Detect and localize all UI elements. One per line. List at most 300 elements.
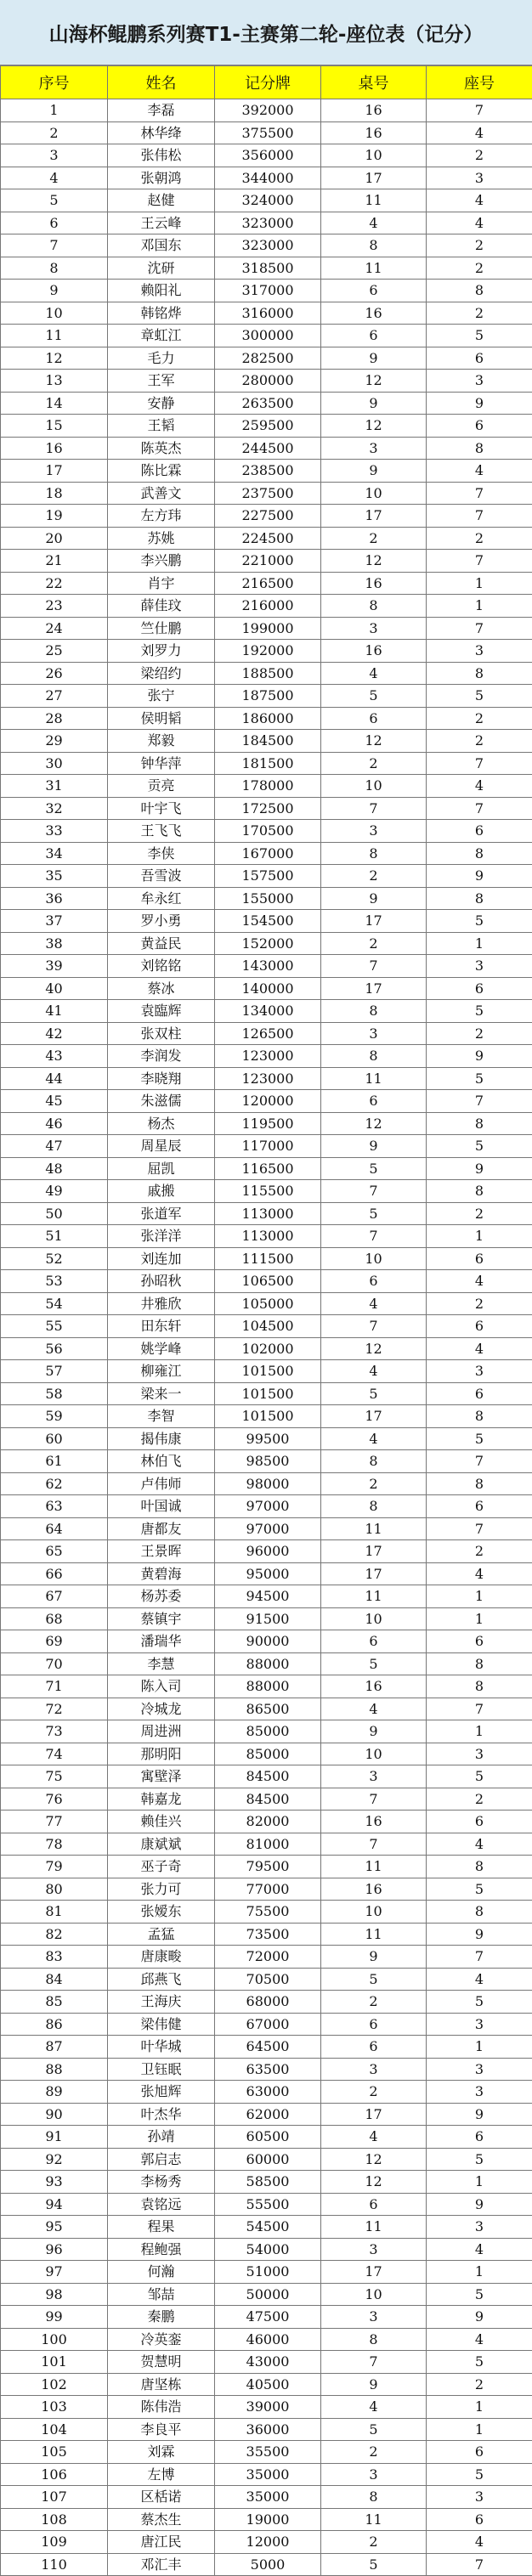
cell-index: 82 [1,1923,108,1946]
cell-seat: 7 [427,1450,532,1473]
cell-index: 26 [1,662,108,685]
cell-name: 屈凯 [108,1157,215,1180]
table-row [1,1540,532,1563]
cell-chips: 199000 [215,617,321,640]
cell-seat: 8 [427,1856,532,1878]
cell-name: 张双柱 [108,1022,215,1045]
cell-name: 周星辰 [108,1135,215,1158]
table-row [1,662,532,685]
cell-table: 10 [321,1607,427,1630]
cell-seat: 2 [427,1022,532,1045]
cell-seat: 2 [427,234,532,257]
cell-chips: 104500 [215,1315,321,1338]
table-row [1,1427,532,1450]
cell-table: 8 [321,2328,427,2351]
cell-index: 110 [1,2553,108,2576]
cell-seat: 3 [427,640,532,663]
table-row [1,392,532,415]
cell-chips: 184500 [215,730,321,753]
table-row [1,1090,532,1113]
cell-table: 9 [321,460,427,483]
cell-seat: 1 [427,1585,532,1608]
table-row [1,1405,532,1428]
cell-seat: 2 [427,1292,532,1315]
cell-name: 李良平 [108,2418,215,2441]
cell-index: 66 [1,1562,108,1585]
cell-chips: 84500 [215,1788,321,1811]
table-row [1,955,532,978]
cell-table: 8 [321,1000,427,1023]
table-row [1,2081,532,2104]
cell-index: 36 [1,887,108,910]
table-row [1,1495,532,1518]
cell-chips: 90000 [215,1630,321,1653]
cell-name: 叶国诚 [108,1495,215,1518]
cell-index: 14 [1,392,108,415]
cell-chips: 97000 [215,1495,321,1518]
table-row [1,640,532,663]
table-row [1,2418,532,2441]
cell-chips: 35000 [215,2486,321,2509]
table-row [1,2306,532,2329]
table-row [1,234,532,257]
table-row [1,527,532,550]
cell-name: 戚搬 [108,1180,215,1203]
cell-name: 梁来一 [108,1382,215,1405]
cell-name: 孟猛 [108,1923,215,1946]
cell-seat: 7 [427,797,532,820]
cell-table: 11 [321,189,427,212]
cell-name: 张力可 [108,1878,215,1901]
cell-index: 3 [1,144,108,167]
cell-index: 52 [1,1247,108,1270]
cell-table: 17 [321,977,427,1000]
cell-seat: 5 [427,2148,532,2171]
cell-seat: 3 [427,2058,532,2081]
cell-table: 2 [321,1991,427,2014]
cell-chips: 106500 [215,1270,321,1293]
table-row [1,1382,532,1405]
table-row [1,2058,532,2081]
table-row [1,482,532,505]
cell-index: 90 [1,2103,108,2126]
cell-seat: 4 [427,2238,532,2261]
cell-table: 17 [321,1405,427,1428]
cell-name: 卫钰眠 [108,2058,215,2081]
cell-chips: 70500 [215,1968,321,1991]
cell-chips: 63000 [215,2081,321,2104]
cell-table: 8 [321,842,427,865]
cell-index: 57 [1,1360,108,1383]
cell-chips: 99500 [215,1427,321,1450]
table-row [1,2036,532,2059]
cell-chips: 81000 [215,1833,321,1856]
table-row [1,2216,532,2239]
cell-chips: 123000 [215,1067,321,1090]
cell-table: 6 [321,280,427,302]
cell-name: 左博 [108,2463,215,2486]
cell-table: 6 [321,325,427,347]
cell-name: 孙靖 [108,2126,215,2149]
cell-table: 16 [321,1811,427,1833]
header-chips: 记分牌 [215,66,321,99]
cell-chips: 88000 [215,1675,321,1698]
cell-table: 12 [321,370,427,393]
cell-table: 5 [321,685,427,708]
table-row [1,1517,532,1540]
table-row [1,752,532,775]
cell-name: 刘铭铭 [108,955,215,978]
cell-name: 赖阳礼 [108,280,215,302]
cell-index: 78 [1,1833,108,1856]
table-row [1,1450,532,1473]
cell-chips: 123000 [215,1045,321,1068]
cell-index: 5 [1,189,108,212]
cell-chips: 5000 [215,2553,321,2576]
cell-index: 60 [1,1427,108,1450]
cell-seat: 1 [427,2036,532,2059]
cell-chips: 119500 [215,1112,321,1135]
cell-name: 李杨秀 [108,2171,215,2194]
cell-name: 牟永红 [108,887,215,910]
cell-chips: 51000 [215,2261,321,2284]
cell-chips: 113000 [215,1225,321,1248]
cell-chips: 117000 [215,1135,321,1158]
cell-table: 3 [321,2058,427,2081]
cell-name: 李兴鹏 [108,550,215,573]
cell-index: 61 [1,1450,108,1473]
cell-seat: 8 [427,662,532,685]
cell-table: 3 [321,437,427,460]
cell-index: 93 [1,2171,108,2194]
cell-index: 103 [1,2396,108,2419]
cell-index: 38 [1,932,108,955]
cell-chips: 316000 [215,302,321,325]
cell-index: 91 [1,2126,108,2149]
cell-table: 17 [321,1562,427,1585]
table-row [1,212,532,234]
cell-name: 田东轩 [108,1315,215,1338]
cell-index: 50 [1,1202,108,1225]
cell-seat: 1 [427,1225,532,1248]
cell-table: 5 [321,1157,427,1180]
cell-seat: 5 [427,1427,532,1450]
cell-chips: 62000 [215,2103,321,2126]
cell-name: 李润发 [108,1045,215,1068]
table-row [1,2441,532,2464]
cell-name: 杨杰 [108,1112,215,1135]
cell-index: 73 [1,1720,108,1743]
cell-table: 6 [321,1630,427,1653]
cell-seat: 9 [427,1045,532,1068]
cell-name: 姚学峰 [108,1337,215,1360]
table-row [1,2261,532,2284]
cell-index: 19 [1,505,108,528]
cell-chips: 259500 [215,415,321,438]
cell-seat: 1 [427,932,532,955]
cell-index: 87 [1,2036,108,2059]
cell-chips: 54500 [215,2216,321,2239]
cell-index: 31 [1,775,108,798]
cell-chips: 317000 [215,280,321,302]
cell-seat: 4 [427,121,532,144]
cell-name: 林华绛 [108,121,215,144]
cell-index: 71 [1,1675,108,1698]
cell-seat: 3 [427,955,532,978]
cell-chips: 79500 [215,1856,321,1878]
cell-table: 4 [321,1292,427,1315]
cell-seat: 2 [427,707,532,730]
table-row [1,2238,532,2261]
cell-seat: 7 [427,99,532,122]
table-row [1,617,532,640]
cell-seat: 3 [427,2486,532,2509]
cell-table: 2 [321,2441,427,2464]
table-row [1,1247,532,1270]
cell-chips: 188500 [215,662,321,685]
cell-index: 34 [1,842,108,865]
table-row [1,1202,532,1225]
cell-seat: 3 [427,167,532,189]
table-row [1,1112,532,1135]
table-row [1,302,532,325]
cell-seat: 5 [427,1991,532,2014]
cell-index: 9 [1,280,108,302]
cell-chips: 344000 [215,167,321,189]
cell-seat: 8 [427,1112,532,1135]
cell-seat: 4 [427,460,532,483]
cell-index: 95 [1,2216,108,2239]
cell-table: 11 [321,1585,427,1608]
table-row [1,887,532,910]
cell-name: 李侠 [108,842,215,865]
table-row [1,1562,532,1585]
cell-seat: 8 [427,842,532,865]
table-row [1,347,532,370]
cell-seat: 8 [427,1472,532,1495]
cell-index: 7 [1,234,108,257]
cell-chips: 102000 [215,1337,321,1360]
cell-seat: 7 [427,2553,532,2576]
cell-seat: 8 [427,280,532,302]
cell-name: 卢伟师 [108,1472,215,1495]
cell-table: 11 [321,1517,427,1540]
table-row [1,370,532,393]
cell-table: 3 [321,2238,427,2261]
cell-index: 24 [1,617,108,640]
cell-seat: 5 [427,1067,532,1090]
cell-seat: 4 [427,189,532,212]
table-row [1,2171,532,2194]
cell-chips: 105000 [215,1292,321,1315]
cell-name: 张宁 [108,685,215,708]
cell-index: 28 [1,707,108,730]
cell-chips: 227500 [215,505,321,528]
table-row [1,280,532,302]
cell-name: 武善文 [108,482,215,505]
cell-name: 叶华城 [108,2036,215,2059]
cell-name: 梁绍约 [108,662,215,685]
table-row [1,1000,532,1023]
cell-name: 黄益民 [108,932,215,955]
table-row [1,2486,532,2509]
cell-name: 贡亮 [108,775,215,798]
cell-seat: 2 [427,302,532,325]
cell-index: 59 [1,1405,108,1428]
cell-seat: 2 [427,1540,532,1563]
cell-name: 刘连加 [108,1247,215,1270]
cell-index: 72 [1,1698,108,1720]
cell-name: 侯明韬 [108,707,215,730]
cell-table: 4 [321,1427,427,1450]
cell-chips: 186000 [215,707,321,730]
cell-table: 4 [321,2396,427,2419]
table-row [1,1765,532,1788]
cell-chips: 300000 [215,325,321,347]
cell-table: 2 [321,527,427,550]
cell-index: 25 [1,640,108,663]
cell-table: 7 [321,1180,427,1203]
cell-seat: 8 [427,1675,532,1698]
cell-chips: 134000 [215,1000,321,1023]
cell-table: 7 [321,2351,427,2374]
table-row [1,1630,532,1653]
cell-index: 89 [1,2081,108,2104]
cell-chips: 221000 [215,550,321,573]
cell-seat: 5 [427,2351,532,2374]
table-row [1,505,532,528]
table-row [1,977,532,1000]
cell-chips: 101500 [215,1405,321,1428]
cell-index: 88 [1,2058,108,2081]
cell-seat: 2 [427,144,532,167]
cell-chips: 116500 [215,1157,321,1180]
cell-seat: 4 [427,1968,532,1991]
table-row [1,1315,532,1338]
cell-table: 12 [321,1337,427,1360]
header-row [1,66,532,99]
cell-seat: 5 [427,910,532,933]
table-row [1,1360,532,1383]
cell-seat: 6 [427,1811,532,1833]
cell-chips: 98500 [215,1450,321,1473]
table-row [1,1585,532,1608]
cell-index: 80 [1,1878,108,1901]
cell-table: 4 [321,1360,427,1383]
cell-index: 109 [1,2531,108,2554]
cell-index: 1 [1,99,108,122]
cell-name: 郭启志 [108,2148,215,2171]
cell-chips: 85000 [215,1743,321,1765]
table-row [1,2463,532,2486]
cell-index: 58 [1,1382,108,1405]
table-body [1,99,532,2576]
cell-table: 9 [321,347,427,370]
cell-name: 钟华萍 [108,752,215,775]
cell-table: 3 [321,820,427,843]
table-row [1,707,532,730]
cell-name: 张道军 [108,1202,215,1225]
table-row [1,121,532,144]
cell-index: 12 [1,347,108,370]
header-name: 姓名 [108,66,215,99]
cell-seat: 7 [427,1517,532,1540]
cell-chips: 58500 [215,2171,321,2194]
cell-index: 46 [1,1112,108,1135]
cell-index: 67 [1,1585,108,1608]
cell-index: 100 [1,2328,108,2351]
cell-table: 7 [321,955,427,978]
cell-index: 29 [1,730,108,753]
cell-index: 104 [1,2418,108,2441]
cell-name: 何瀚 [108,2261,215,2284]
cell-table: 11 [321,2216,427,2239]
cell-chips: 19000 [215,2508,321,2531]
cell-chips: 82000 [215,1811,321,1833]
sheet-title: 山海杯鲲鹏系列赛T1-主赛第二轮-座位表（记分） [0,0,532,65]
cell-table: 4 [321,662,427,685]
cell-name: 唐都友 [108,1517,215,1540]
cell-chips: 47500 [215,2306,321,2329]
cell-seat: 8 [427,437,532,460]
cell-table: 6 [321,2193,427,2216]
cell-seat: 5 [427,2283,532,2306]
header-table: 桌号 [321,66,427,99]
cell-chips: 96000 [215,1540,321,1563]
cell-index: 45 [1,1090,108,1113]
cell-index: 62 [1,1472,108,1495]
table-row [1,1270,532,1293]
cell-seat: 6 [427,1315,532,1338]
cell-index: 16 [1,437,108,460]
cell-index: 74 [1,1743,108,1765]
cell-name: 孙昭秋 [108,1270,215,1293]
header-index: 序号 [1,66,108,99]
cell-table: 2 [321,932,427,955]
cell-table: 4 [321,2126,427,2149]
cell-table: 9 [321,392,427,415]
cell-table: 3 [321,2463,427,2486]
cell-index: 35 [1,865,108,888]
cell-index: 75 [1,1765,108,1788]
cell-name: 陈英杰 [108,437,215,460]
cell-seat: 6 [427,2508,532,2531]
cell-index: 108 [1,2508,108,2531]
cell-name: 唐江民 [108,2531,215,2554]
table-row [1,1157,532,1180]
cell-chips: 126500 [215,1022,321,1045]
cell-table: 3 [321,1022,427,1045]
cell-name: 黄碧海 [108,1562,215,1585]
cell-chips: 77000 [215,1878,321,1901]
cell-seat: 3 [427,2013,532,2036]
cell-chips: 120000 [215,1090,321,1113]
cell-table: 5 [321,2418,427,2441]
table-row [1,932,532,955]
cell-seat: 5 [427,1878,532,1901]
cell-table: 17 [321,910,427,933]
cell-table: 9 [321,1135,427,1158]
cell-name: 蔡杰生 [108,2508,215,2531]
cell-table: 4 [321,1698,427,1720]
cell-name: 薛佳玟 [108,595,215,618]
cell-name: 沈研 [108,257,215,280]
table-row [1,1652,532,1675]
table-row [1,415,532,438]
cell-table: 12 [321,550,427,573]
cell-seat: 2 [427,1788,532,1811]
cell-seat: 4 [427,212,532,234]
